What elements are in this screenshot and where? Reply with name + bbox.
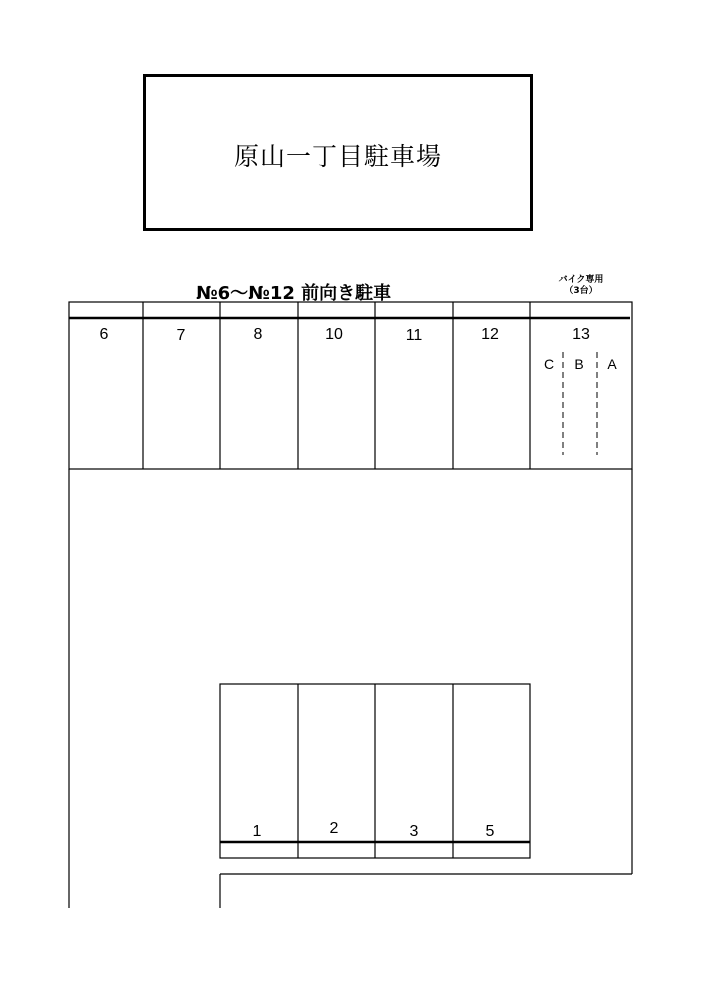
space-number-1: 1 bbox=[252, 823, 262, 840]
space-number-7: 7 bbox=[176, 327, 186, 344]
space-number-12: 12 bbox=[481, 326, 499, 343]
bike-slot-b: B bbox=[574, 356, 584, 372]
bike-only-label: バイク専用 bbox=[558, 275, 604, 285]
space-number-10: 10 bbox=[325, 326, 343, 343]
space-number-2: 2 bbox=[329, 820, 339, 837]
space-number-5: 5 bbox=[485, 823, 495, 840]
bike-slot-c: C bbox=[543, 356, 555, 372]
space-number-3: 3 bbox=[409, 823, 419, 840]
parking-lot-title: 原山一丁目駐車場 bbox=[233, 142, 442, 171]
bike-capacity-label: （3台） bbox=[564, 286, 598, 296]
space-number-11: 11 bbox=[405, 327, 423, 344]
space-number-6: 6 bbox=[99, 326, 109, 343]
space-number-8: 8 bbox=[253, 326, 263, 343]
space-number-13: 13 bbox=[572, 326, 590, 343]
top-row-heading: №6～№12 前向き駐車 bbox=[196, 283, 392, 304]
bike-slot-a: A bbox=[607, 356, 617, 372]
top-row-outline bbox=[69, 302, 632, 469]
